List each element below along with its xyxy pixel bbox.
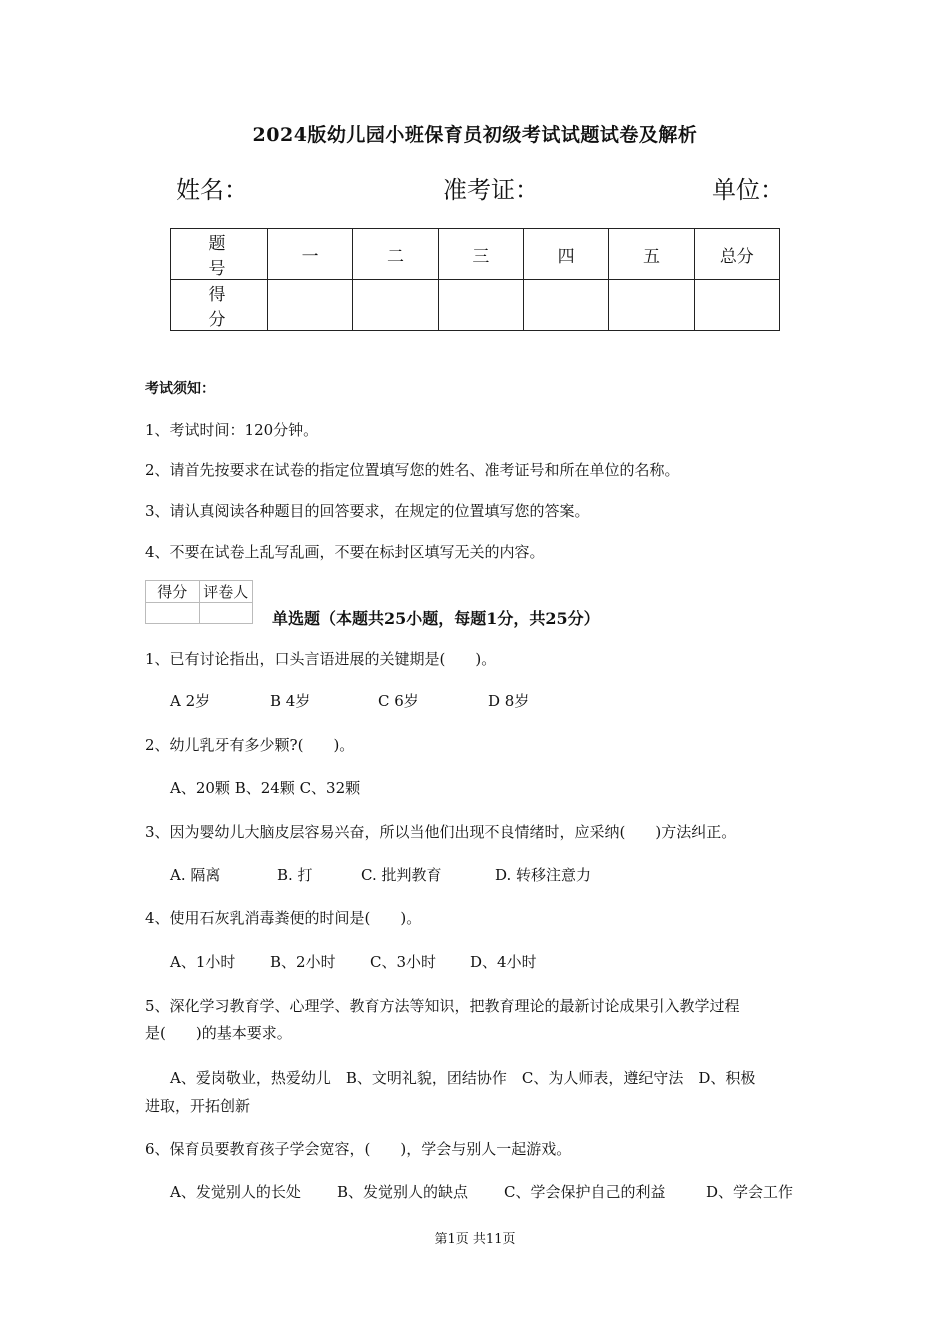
question-2-options[interactable]: A、20颗 B、24颗 C、32颗 — [170, 779, 361, 797]
question-3: 3、因为婴幼儿大脑皮层容易兴奋，所以当他们出现不良情绪时，应采纳( )方法纠正。 — [145, 823, 737, 841]
option-a[interactable]: A. 隔离 — [170, 866, 221, 884]
notes-title: 考试须知： — [145, 381, 215, 397]
grader-name-cell[interactable] — [199, 603, 253, 624]
option-c[interactable]: C、学会保护自己的利益 — [504, 1183, 666, 1201]
note-item: 3、请认真阅读各种题目的回答要求，在规定的位置填写您的答案。 — [145, 502, 590, 520]
unit-label: 单位： — [712, 176, 784, 204]
score-header-2: 二 — [353, 229, 438, 280]
page-footer: 第1页 共11页 — [434, 1232, 516, 1247]
note-item: 2、请首先按要求在试卷的指定位置填写您的姓名、准考证号和所在单位的名称。 — [145, 461, 680, 479]
score-cell-4[interactable] — [523, 280, 608, 331]
option-b[interactable]: B. 打 — [277, 866, 313, 884]
option-c[interactable]: C、3小时 — [370, 953, 437, 971]
score-header-3: 三 — [438, 229, 523, 280]
score-cell-5[interactable] — [609, 280, 694, 331]
question-5-options-line-2[interactable]: 进取，开拓创新 — [145, 1097, 251, 1115]
grader-score-label: 得分 — [146, 581, 200, 603]
grader-name-label: 评卷人 — [199, 581, 253, 603]
option-d[interactable]: D、学会工作 — [706, 1183, 794, 1201]
score-header-1: 一 — [268, 229, 353, 280]
question-6: 6、保育员要教育孩子学会宽容，( )，学会与别人一起游戏。 — [145, 1140, 572, 1158]
score-row-label: 得 分 — [171, 280, 268, 331]
note-item: 4、不要在试卷上乱写乱画，不要在标封区填写无关的内容。 — [145, 543, 545, 561]
grader-score-cell[interactable] — [146, 603, 200, 624]
score-table-header-row — [171, 229, 780, 280]
option-a[interactable]: A、发觉别人的长处 — [170, 1183, 301, 1201]
question-1-options — [170, 690, 529, 711]
score-header-label: 题 号 — [171, 229, 268, 280]
question-1: 1、已有讨论指出，口头言语进展的关键期是( )。 — [145, 650, 497, 668]
score-cell-1[interactable] — [268, 280, 353, 331]
score-header-4: 四 — [523, 229, 608, 280]
document-title: 2024版幼儿园小班保育员初级考试试题试卷及解析 — [252, 124, 698, 146]
option-a[interactable]: A、1小时 — [170, 953, 236, 971]
question-5-options-line-1[interactable]: A、爱岗敬业，热爱幼儿 B、文明礼貌，团结协作 C、为人师表，遵纪守法 D、积极 — [170, 1069, 756, 1087]
name-label: 姓名： — [176, 176, 248, 204]
question-3-options — [170, 864, 591, 885]
question-4: 4、使用石灰乳消毒粪便的时间是( )。 — [145, 909, 422, 927]
option-c[interactable]: C 6岁 — [378, 692, 419, 710]
option-c[interactable]: C. 批判教育 — [361, 866, 442, 884]
option-b[interactable]: B 4岁 — [270, 692, 311, 710]
option-a[interactable]: A 2岁 — [170, 692, 211, 710]
note-item: 1、考试时间：120分钟。 — [145, 421, 319, 439]
score-cell-total[interactable] — [694, 280, 779, 331]
grader-box — [145, 580, 253, 624]
question-2: 2、幼儿乳牙有多少颗?( )。 — [145, 736, 355, 754]
question-5-line-1: 5、深化学习教育学、心理学、教育方法等知识，把教育理论的最新讨论成果引入教学过程 — [145, 997, 740, 1015]
score-cell-2[interactable] — [353, 280, 438, 331]
option-d[interactable]: D. 转移注意力 — [495, 866, 592, 884]
score-table — [170, 228, 780, 331]
option-b[interactable]: B、2小时 — [270, 953, 336, 971]
question-5-line-2: 是( )的基本要求。 — [145, 1024, 292, 1042]
score-table-score-row — [171, 280, 780, 331]
question-6-options — [170, 1181, 793, 1202]
option-d[interactable]: D 8岁 — [488, 692, 530, 710]
option-d[interactable]: D、4小时 — [470, 953, 537, 971]
section-title: 单选题（本题共25小题，每题1分，共25分） — [272, 609, 600, 628]
exam-id-label: 准考证： — [443, 176, 539, 204]
score-cell-3[interactable] — [438, 280, 523, 331]
score-header-5: 五 — [609, 229, 694, 280]
question-4-options — [170, 951, 537, 972]
option-b[interactable]: B、发觉别人的缺点 — [337, 1183, 469, 1201]
score-header-total: 总分 — [694, 229, 779, 280]
